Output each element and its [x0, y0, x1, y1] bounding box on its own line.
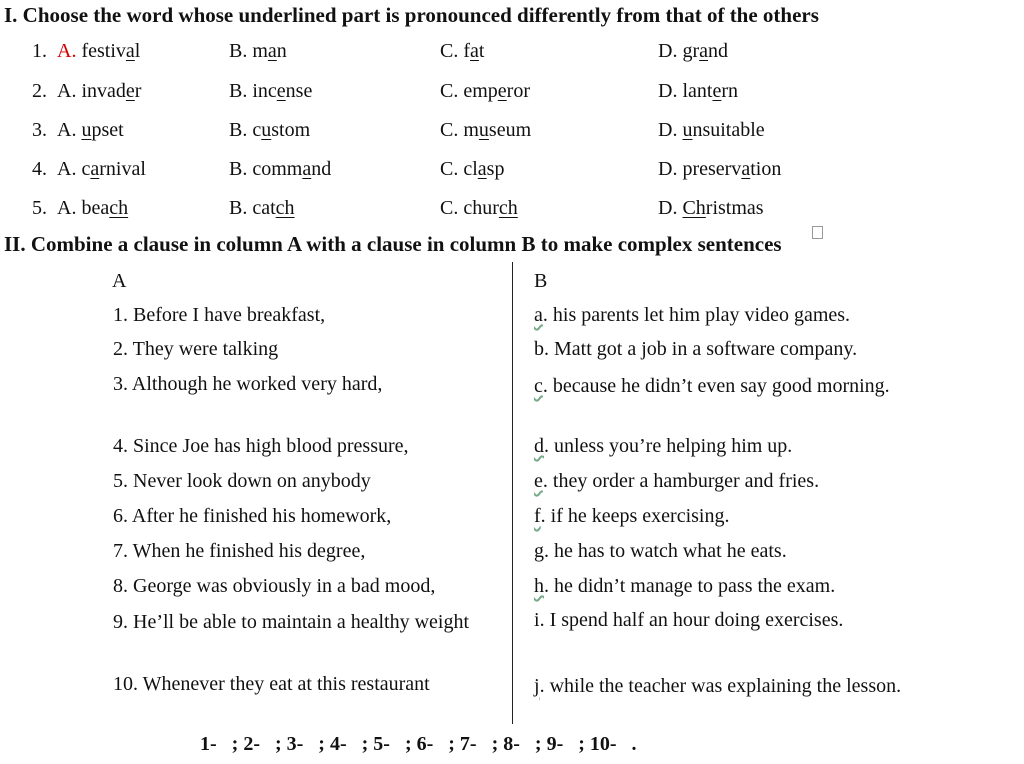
col-b-text: . Matt got a job in a software company.	[544, 338, 858, 360]
col-b-item-f	[534, 505, 730, 528]
option-letter: B.	[229, 40, 248, 62]
question-5-option-c	[440, 197, 518, 220]
option-underlined-part: e	[497, 80, 507, 102]
option-letter: A.	[57, 119, 77, 141]
option-word-end: nsuitable	[692, 119, 765, 141]
option-word-end: l	[134, 40, 141, 62]
option-underlined-part: e	[712, 80, 722, 102]
col-a-item-9: 9. He’ll be able to maintain a healthy weight	[113, 611, 469, 633]
question-4-option-a	[57, 158, 146, 181]
col-a-item-4: 4. Since Joe has high blood pressure,	[113, 435, 409, 457]
question-4-option-b	[229, 158, 331, 181]
col-b-text: . he has to watch what he eats.	[544, 540, 787, 562]
option-underlined-part: a	[302, 158, 312, 180]
option-word-start: c	[76, 158, 91, 180]
option-word-start: f	[458, 40, 471, 62]
option-word-end: pset	[91, 119, 124, 141]
option-word-start: chur	[458, 197, 499, 219]
col-b-item-g	[534, 540, 787, 563]
option-word-start: cat	[247, 197, 276, 219]
option-word-end: sp	[486, 158, 505, 180]
option-letter: A.	[57, 158, 77, 180]
question-5-option-d	[658, 197, 764, 220]
option-letter: A.	[57, 40, 77, 62]
column-b-header: B	[534, 270, 548, 292]
option-letter: C.	[440, 80, 459, 102]
col-b-item-j	[534, 673, 934, 700]
section2-heading: II. Combine a clause in column A with a clause in column B to make complex sentences	[4, 232, 782, 256]
option-word-start: c	[247, 119, 262, 141]
col-a-item-5: 5. Never look down on anybody	[113, 470, 371, 492]
col-b-letter: c	[534, 375, 543, 397]
question-number: 1.	[32, 40, 47, 62]
option-letter: B.	[229, 80, 248, 102]
option-word-start: m	[458, 119, 479, 141]
option-word-start: comm	[247, 158, 303, 180]
option-underlined-part: a	[699, 40, 709, 62]
option-letter: B.	[229, 197, 248, 219]
option-word-end: nd	[311, 158, 332, 180]
col-b-letter: a	[534, 304, 543, 326]
option-word-start: bea	[76, 197, 110, 219]
question-number: 5.	[32, 197, 47, 219]
option-letter: D.	[658, 197, 678, 219]
option-underlined-part: ch	[498, 197, 518, 219]
col-b-letter: f	[534, 505, 541, 527]
col-a-item-1: 1. Before I have breakfast,	[113, 304, 326, 326]
option-letter: B.	[229, 158, 248, 180]
option-word-end: n	[276, 40, 287, 62]
col-b-text: . if he keeps exercising.	[540, 505, 730, 527]
question-1-option-b	[229, 40, 287, 63]
option-underlined-part: a	[90, 158, 100, 180]
option-word-end: seum	[488, 119, 532, 141]
option-word-end: rn	[721, 80, 739, 102]
option-letter: D.	[658, 80, 678, 102]
col-b-letter: d	[534, 435, 544, 457]
option-letter: D.	[658, 40, 678, 62]
option-underlined-part: a	[125, 40, 135, 62]
option-word-end: nse	[285, 80, 313, 102]
option-letter: D.	[658, 158, 678, 180]
question-number: 2.	[32, 80, 47, 102]
option-word-start: emp	[458, 80, 498, 102]
col-b-text: . he didn’t manage to pass the exam.	[544, 575, 836, 597]
question-1-option-c	[440, 40, 484, 63]
option-word-start: lant	[677, 80, 713, 102]
column-divider	[512, 262, 513, 724]
question-number: 4.	[32, 158, 47, 180]
col-b-text: . his parents let him play video games.	[542, 304, 851, 326]
option-word-start: festiv	[76, 40, 126, 62]
col-b-item-h	[534, 575, 835, 598]
option-letter: C.	[440, 119, 459, 141]
option-word-end: rnival	[99, 158, 146, 180]
option-underlined-part: Ch	[682, 197, 706, 219]
col-b-item-c	[534, 373, 934, 400]
column-a-header: A	[112, 270, 127, 292]
question-4-option-d	[658, 158, 781, 181]
option-word-end: ristmas	[705, 197, 764, 219]
col-b-letter: j	[534, 675, 540, 697]
col-b-item-a	[534, 304, 850, 327]
col-b-letter: i	[534, 609, 540, 631]
section1-heading: I. Choose the word whose underlined part is pronounced differently from that of the others	[4, 3, 819, 27]
col-b-item-d	[534, 435, 792, 458]
col-a-item-2: 2. They were talking	[113, 338, 279, 360]
option-word-start: gr	[677, 40, 700, 62]
option-underlined-part: a	[477, 158, 487, 180]
question-5-option-a	[57, 197, 128, 220]
option-word-end: nd	[708, 40, 729, 62]
col-b-item-b	[534, 338, 857, 361]
option-letter: A.	[57, 80, 77, 102]
option-word-start: inc	[247, 80, 277, 102]
question-2-option-d	[658, 80, 738, 103]
question-4-option-c	[440, 158, 504, 181]
col-a-item-6: 6. After he finished his homework,	[113, 505, 392, 527]
option-underlined-part: u	[682, 119, 693, 141]
col-b-text: . they order a hamburger and fries.	[542, 470, 820, 492]
question-1-option-d	[658, 40, 728, 63]
option-underlined-part: a	[741, 158, 751, 180]
question-1-option-a	[57, 40, 140, 63]
option-letter: D.	[658, 119, 678, 141]
col-b-letter: g	[534, 540, 544, 562]
option-letter: A.	[57, 197, 77, 219]
option-word-end: r	[134, 80, 142, 102]
question-3-option-d	[658, 119, 765, 142]
col-b-item-e	[534, 470, 819, 493]
option-letter: C.	[440, 40, 459, 62]
question-2-option-a	[57, 80, 141, 103]
option-word-end: tion	[750, 158, 782, 180]
option-letter: C.	[440, 197, 459, 219]
option-word-end: t	[478, 40, 485, 62]
option-word-start: preserv	[677, 158, 742, 180]
option-underlined-part: a	[267, 40, 277, 62]
question-5-option-b	[229, 197, 295, 220]
question-3-option-b	[229, 119, 310, 142]
option-word-end: ror	[506, 80, 530, 102]
col-b-text: . because he didn’t even say good morning.	[542, 375, 890, 397]
question-2-option-c	[440, 80, 530, 103]
col-b-letter: h	[534, 575, 544, 597]
col-a-item-7: 7. When he finished his degree,	[113, 540, 366, 562]
col-a-item-3: 3. Although he worked very hard,	[113, 373, 383, 395]
col-b-letter: b	[534, 338, 544, 360]
option-word-start: cl	[458, 158, 478, 180]
option-word-end: stom	[271, 119, 311, 141]
option-word-start: invad	[76, 80, 126, 102]
question-number: 3.	[32, 119, 47, 141]
question-3-option-a	[57, 119, 124, 142]
question-2-option-b	[229, 80, 312, 103]
col-b-text: . unless you’re helping him up.	[544, 435, 793, 457]
option-underlined-part: u	[81, 119, 92, 141]
answer-line: 1- ; 2- ; 3- ; 4- ; 5- ; 6- ; 7- ; 8- ; 9- ; 10- .	[200, 733, 637, 755]
col-b-text: . while the teacher was explaining the lesson.	[539, 675, 902, 697]
col-a-item-8: 8. George was obviously in a bad mood,	[113, 575, 436, 597]
option-underlined-part: e	[276, 80, 286, 102]
col-b-text: . I spend half an hour doing exercises.	[539, 609, 844, 631]
option-underlined-part: ch	[109, 197, 129, 219]
col-a-item-10: 10. Whenever they eat at this restaurant	[113, 673, 430, 695]
question-3-option-c	[440, 119, 531, 142]
option-underlined-part: u	[261, 119, 272, 141]
option-underlined-part: e	[125, 80, 135, 102]
paragraph-marker-icon	[812, 226, 823, 239]
option-letter: C.	[440, 158, 459, 180]
col-b-item-i	[534, 609, 843, 632]
col-b-letter: e	[534, 470, 543, 492]
option-letter: B.	[229, 119, 248, 141]
option-underlined-part: ch	[275, 197, 295, 219]
option-underlined-part: u	[478, 119, 489, 141]
option-word-start: m	[247, 40, 268, 62]
option-underlined-part: a	[470, 40, 479, 62]
